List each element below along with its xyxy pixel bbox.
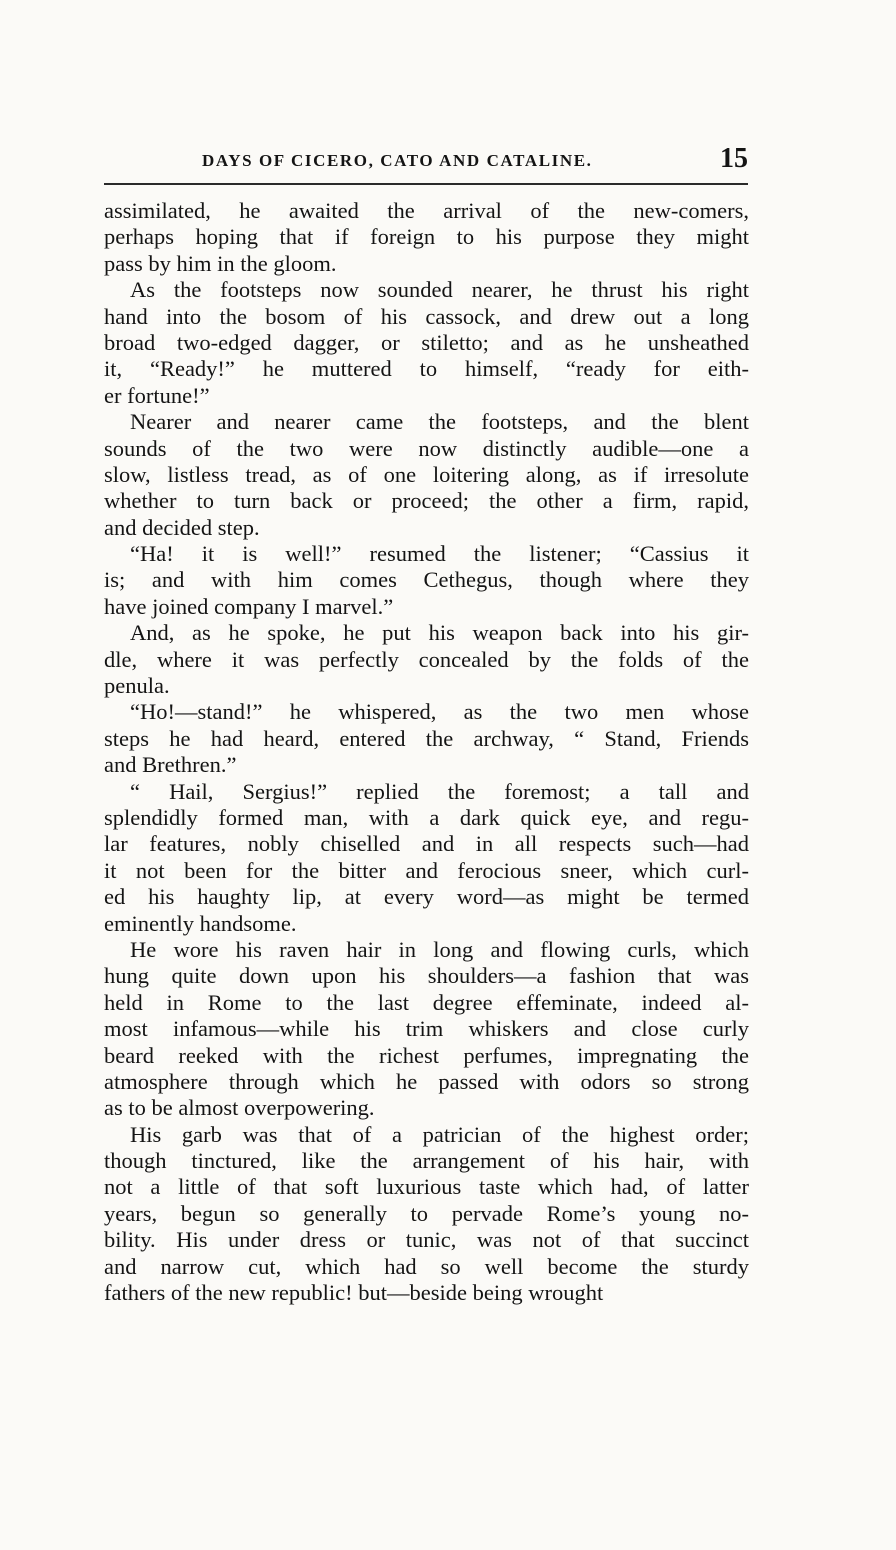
header-rule <box>104 183 748 185</box>
text-line: And, as he spoke, he put his weapon back into his gir- <box>130 620 749 646</box>
text-line: years, begun so generally to pervade Rome’s young no- <box>104 1200 749 1226</box>
text-line: lar features, nobly chiselled and in all respects such—had <box>104 831 749 857</box>
text-line: assimilated, he awaited the arrival of the new-comers, <box>104 198 749 223</box>
text-line: most infamous—while his trim whiskers and close curly <box>104 1016 749 1042</box>
text-line: perhaps hoping that if foreign to his purpose they might <box>104 224 749 250</box>
text-line: as to be almost overpowering. <box>104 1095 375 1121</box>
text-line: bility. His under dress or tunic, was not of that succinct <box>104 1227 749 1253</box>
text-line: and decided step. <box>104 514 260 540</box>
text-line: “Ha! it is well!” resumed the listener; “Cassius it <box>130 541 749 567</box>
text-line: “Ho!—stand!” he whispered, as the two men whose <box>130 699 749 725</box>
text-line: slow, listless tread, as of one loitering along, as if irresolute <box>104 461 749 487</box>
running-head <box>104 143 748 183</box>
text-line: He wore his raven hair in long and flowing curls, which <box>130 936 749 962</box>
text-line: fathers of the new republic! but—beside being wrought <box>104 1280 604 1306</box>
text-line: held in Rome to the last degree effeminate, indeed al- <box>104 989 749 1015</box>
paragraph <box>104 699 749 778</box>
paragraph <box>104 277 749 409</box>
running-title: DAYS OF CICERO, CATO AND CATALINE. <box>202 151 593 170</box>
text-line: As the footsteps now sounded nearer, he thrust his right <box>130 277 749 303</box>
text-line: pass by him in the gloom. <box>104 250 337 276</box>
text-line: it, “Ready!” he muttered to himself, “ready for eith- <box>104 356 749 382</box>
text-line: atmosphere through which he passed with odors so strong <box>104 1068 749 1094</box>
text-line: Nearer and nearer came the footsteps, and the blent <box>130 409 749 435</box>
text-line: eminently handsome. <box>104 910 297 936</box>
paragraph <box>104 779 749 937</box>
body-text <box>104 198 749 1306</box>
text-line: not a little of that soft luxurious taste which had, of latter <box>104 1174 749 1200</box>
text-line: is; and with him comes Cethegus, though where they <box>104 567 749 593</box>
text-line: ed his haughty lip, at every word—as might be termed <box>104 884 749 910</box>
text-line: and Brethren.” <box>104 752 237 778</box>
text-line: and narrow cut, which had so well become the sturdy <box>104 1253 749 1279</box>
page-number: 15 <box>720 143 748 174</box>
text-line: it not been for the bitter and ferocious sneer, which curl- <box>104 857 749 883</box>
text-line: “ Hail, Sergius!” replied the foremost; a tall and <box>130 778 749 804</box>
text-line: dle, where it was perfectly concealed by the folds of the <box>104 646 749 672</box>
text-line: penula. <box>104 673 170 699</box>
text-line: steps he had heard, entered the archway, “ Stand, Friends <box>104 725 749 751</box>
text-line: splendidly formed man, with a dark quick eye, and regu- <box>104 804 749 830</box>
text-line: His garb was that of a patrician of the highest order; <box>130 1121 749 1147</box>
text-line: broad two-edged dagger, or stiletto; and as he unsheathed <box>104 329 749 355</box>
text-line: sounds of the two were now distinctly audible—one a <box>104 435 749 461</box>
text-line: hung quite down upon his shoulders—a fashion that was <box>104 963 749 989</box>
paragraph <box>104 937 749 1122</box>
paragraph <box>104 1122 749 1307</box>
text-line: have joined company I marvel.” <box>104 593 394 619</box>
text-line: though tinctured, like the arrangement of his hair, with <box>104 1148 749 1174</box>
paragraph <box>104 198 749 277</box>
paragraph <box>104 620 749 699</box>
paragraph <box>104 409 749 541</box>
text-line: er fortune!” <box>104 382 210 408</box>
text-line: beard reeked with the richest perfumes, impregnating the <box>104 1042 749 1068</box>
text-line: hand into the bosom of his cassock, and drew out a long <box>104 303 749 329</box>
paragraph <box>104 541 749 620</box>
text-line: whether to turn back or proceed; the other a firm, rapid, <box>104 488 749 514</box>
